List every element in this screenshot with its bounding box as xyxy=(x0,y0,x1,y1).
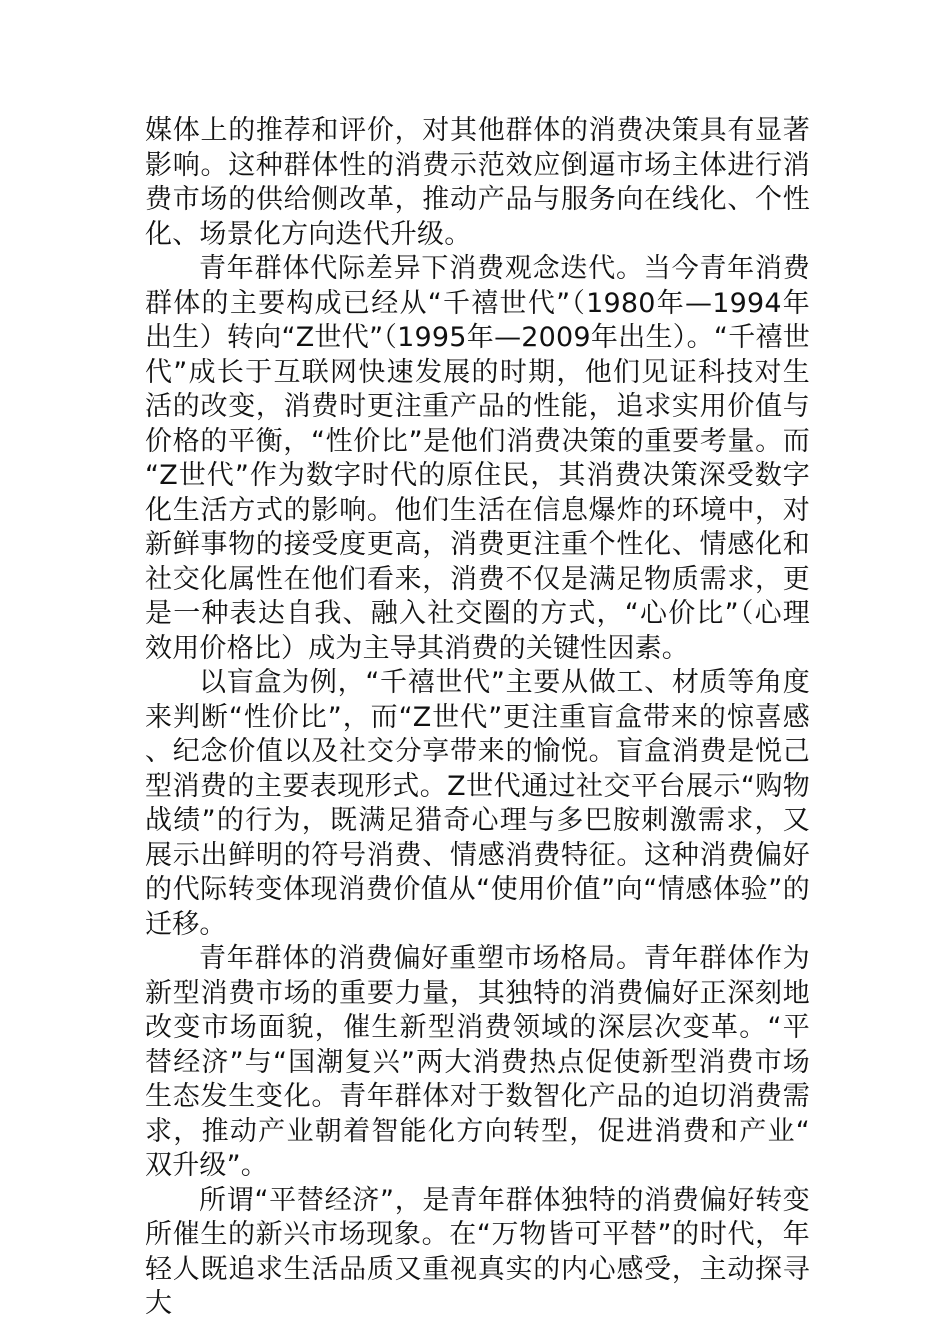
paragraph-4: 青年群体的消费偏好重塑市场格局。青年群体作为新型消费市场的重要力量，其独特的消费偏好正深刻地改变市场面貌，催生新型消费领域的深层次变革。“平替经济”与“国潮复兴”两大消费热点促使新型消费市场生态发生变化。青年群体对于数智化产品的迫切消费需求，推动产业朝着智能化方向转型，促进消费和产业“双升级”。 xyxy=(145,943,810,1181)
paragraph-1: 媒体上的推荐和评价，对其他群体的消费决策具有显著影响。这种群体性的消费示范效应倒逼市场主体进行消费市场的供给侧改革，推动产品与服务向在线化、个性化、场景化方向迭代升级。 xyxy=(145,115,810,250)
document-body xyxy=(145,114,810,1322)
paragraph-3: 以盲盒为例，“千禧世代”主要从做工、材质等角度来判断“性价比”，而“Z世代”更注重盲盒带来的惊喜感、纪念价值以及社交分享带来的愉悦。盲盒消费是悦己型消费的主要表现形式。Z世代通过社交平台展示“购物战绩”的行为，既满足猎奇心理与多巴胺刺激需求，又展示出鲜明的符号消费、情感消费特征。这种消费偏好的代际转变体现消费价值从“使用价值”向“情感体验”的迁移。 xyxy=(145,667,810,940)
paragraph-5: 所谓“平替经济”，是青年群体独特的消费偏好转变所催生的新兴市场现象。在“万物皆可平替”的时代，年轻人既追求生活品质又重视真实的内心感受，主动探寻大 xyxy=(145,1184,810,1319)
paragraph-2: 青年群体代际差异下消费观念迭代。当今青年消费群体的主要构成已经从“千禧世代”（1980年—1994年出生）转向“Z世代”（1995年—2009年出生）。“千禧世代”成长于互联网快速发展的时期，他们见证科技对生活的改变，消费时更注重产品的性能，追求实用价值与价格的平衡，“性价比”是他们消费决策的重要考量。而“Z世代”作为数字时代的原住民，其消费决策深受数字化生活方式的影响。他们生活在信息爆炸的环境中，对新鲜事物的接受度更高，消费更注重个性化、情感化和社交化属性在他们看来，消费不仅是满足物质需求，更是一种表达自我、融入社交圈的方式，“心价比”（心理效用价格比）成为主导其消费的关键性因素。 xyxy=(145,253,810,664)
